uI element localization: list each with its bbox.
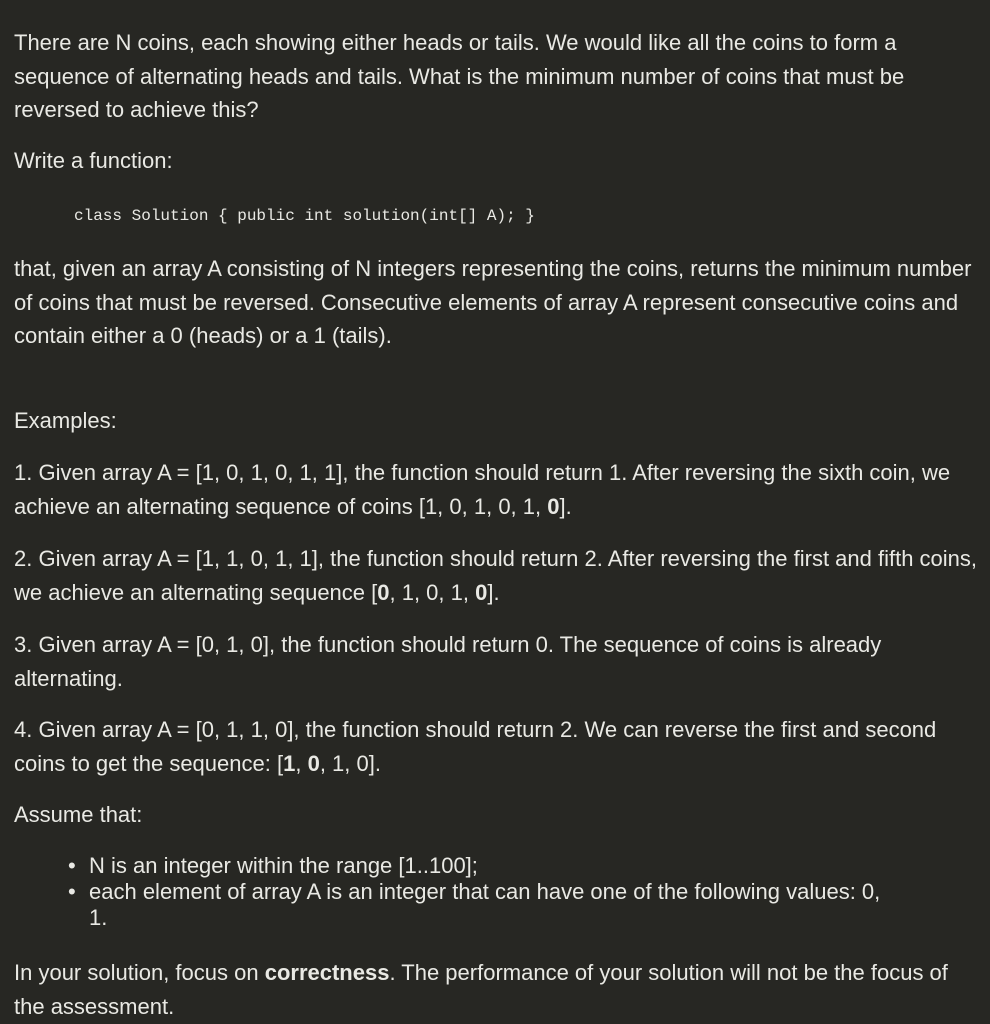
bullet-icon: • (68, 853, 76, 878)
bullet-icon: • (68, 879, 76, 904)
intro-paragraph: There are N coins, each showing either heads or tails. We would like all the coins to form a sequence of alternating heads and tails. What is the minimum number of coins that must be reversed to achieve this? (14, 30, 905, 122)
write-function-label: Write a function: (14, 148, 173, 173)
example-1: 1. Given array A = [1, 0, 1, 0, 1, 1], the function should return 1. After reversing the sixth coin, we achieve an alternating sequence of coins [1, 0, 1, 0, 1, 0]. (14, 460, 951, 519)
examples-heading: Examples: (14, 408, 117, 433)
assume-heading: Assume that: (14, 802, 143, 827)
example-3: 3. Given array A = [0, 1, 0], the function should return 0. The sequence of coins is already alternating. (14, 632, 882, 691)
description-paragraph: that, given an array A consisting of N integers representing the coins, returns the minimum number of coins that must be reversed. Consecutive elements of array A represent consecutive coins and contain either a 0 (heads) or a 1 (tails). (14, 256, 972, 348)
example-2: 2. Given array A = [1, 1, 0, 1, 1], the function should return 2. After reversing the first and fifth coins, we achieve an alternating sequence [0, 1, 0, 1, 0]. (14, 546, 978, 605)
example-4: 4. Given array A = [0, 1, 1, 0], the function should return 2. We can reverse the first and second coins to get the sequence: [1, 0, 1, 0]. (14, 717, 937, 776)
assumption-item: • each element of array A is an integer that can have one of the following values: 0, 1. (68, 879, 881, 930)
assumptions-list (14, 853, 889, 931)
code-signature: class Solution { public int solution(int[] A); } (74, 207, 535, 225)
focus-paragraph: In your solution, focus on correctness. The performance of your solution will not be the focus of the assessment. (14, 960, 948, 1019)
assumption-item: • N is an integer within the range [1..100]; (68, 853, 478, 878)
